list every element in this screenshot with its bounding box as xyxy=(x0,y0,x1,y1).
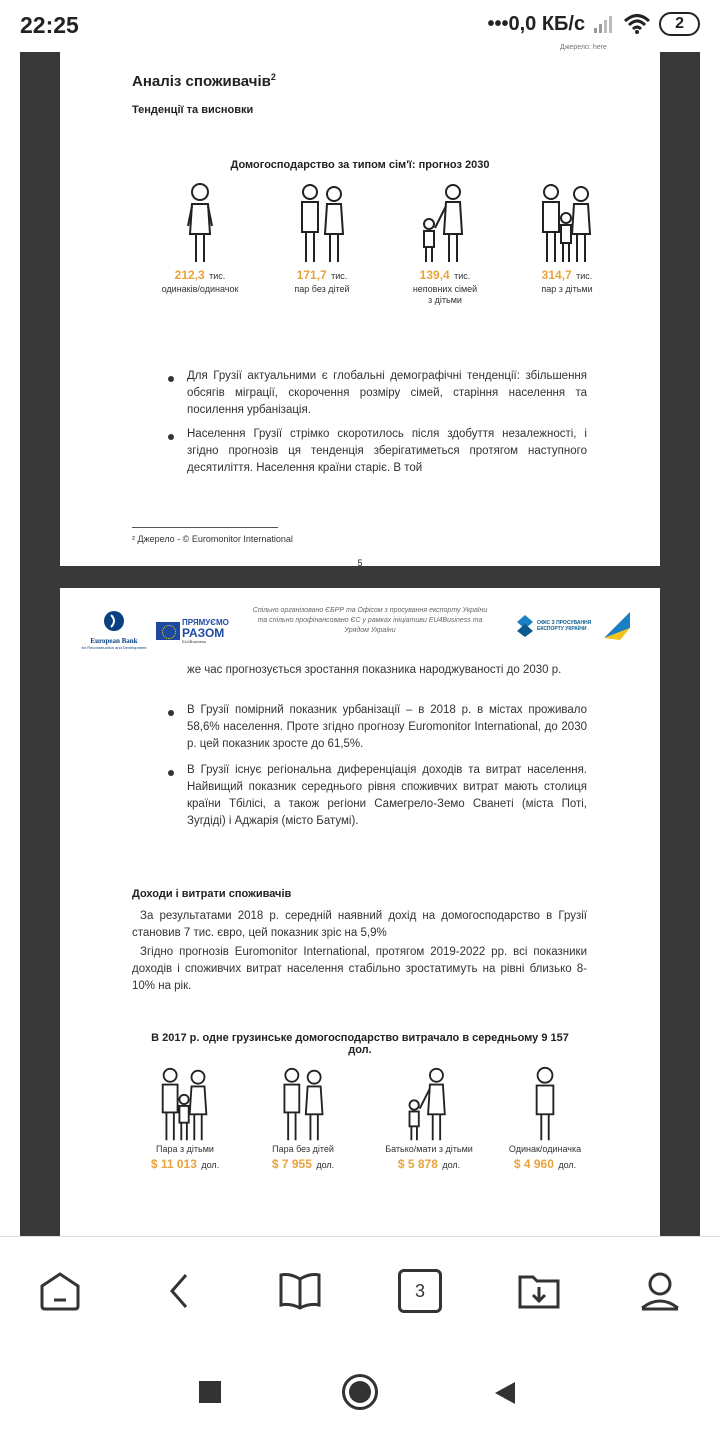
battery-indicator: 2 xyxy=(659,12,700,36)
bullet-dot xyxy=(168,770,174,776)
back-button[interactable] xyxy=(155,1267,203,1315)
page-subtitle: Тенденції та висновки xyxy=(132,104,254,116)
eu-logo-bottom: РАЗОМ xyxy=(182,626,225,640)
system-navigation-bar xyxy=(0,1344,720,1440)
bullet-text: В Грузії помірний показник урбанізації – в 2018 р. в містах проживало 58,6% населення. Проте згідно прогнозу Euromonitor International, до 2030 р. цей показник зросте до 61,5%. xyxy=(187,704,587,750)
figure-value: $ 7 955 xyxy=(271,1157,312,1171)
figure-unit: дол. xyxy=(201,1160,220,1170)
chart-title: Домогосподарство за типом сім'ї: прогноз 2030 xyxy=(230,159,490,171)
header-note: Спільно організовано ЄБРР та Офісом з просування експорту України та спільно профінансовано ЄС у рамках ініціативи EU4Business та Урядом України xyxy=(252,607,488,634)
profile-icon xyxy=(638,1270,682,1312)
bullet-text: Населення Грузії стрімко скоротилось після здобуття незалежності, і згідно прогнозів ця тенденція зберігатиметься протягом наступного десятиліття. Населення країни старіє. В той xyxy=(187,428,587,474)
couple-icon xyxy=(292,182,352,266)
network-speed: •••0,0 КБ/с xyxy=(487,12,586,35)
figure-unit: тис. xyxy=(576,271,593,281)
signal-icon xyxy=(593,14,615,34)
figure-label: пар без дітей xyxy=(294,284,350,294)
figure-label: Пара з дітьми xyxy=(156,1144,214,1154)
book-icon xyxy=(278,1271,322,1311)
bottom-toolbar xyxy=(0,1236,720,1345)
figure-label: Батько/мати з дітьми xyxy=(385,1144,473,1154)
home-circle-icon xyxy=(349,1381,371,1403)
bullet-dot xyxy=(168,376,174,382)
document-viewer[interactable] xyxy=(0,44,720,1236)
continuation-text: же час прогнозується зростання показника народжуваності до 2030 р. xyxy=(187,664,562,676)
footnote-divider xyxy=(132,527,278,528)
pdf-page-6 xyxy=(60,588,660,1248)
pages-badge: 3 xyxy=(398,1269,442,1313)
figure-value: $ 11 013 xyxy=(150,1157,197,1171)
figure-label: Пара без дітей xyxy=(272,1144,334,1154)
pdf-page-5 xyxy=(60,42,660,566)
bullet-text: Для Грузії актуальними є глобальні демографічні тенденції: збільшення обсягів міграції, скорочення розміру сімей, старіння населення та посилення урбанізація. xyxy=(187,370,587,416)
corner-snippet: Джерело: here xyxy=(560,44,607,51)
ukraine-emblem-icon xyxy=(600,608,634,644)
figure-label: неповних сімей з дітьми xyxy=(412,284,478,305)
wifi-icon xyxy=(623,13,651,35)
man-icon xyxy=(525,1066,565,1144)
couple-icon xyxy=(273,1066,333,1144)
figure-value: 139,4 xyxy=(419,268,450,282)
figure-value: $ 5 878 xyxy=(397,1157,438,1171)
download-button[interactable] xyxy=(515,1267,563,1315)
figure-unit: тис. xyxy=(209,271,226,281)
page-title-sup: 2 xyxy=(270,72,276,82)
recents-button[interactable] xyxy=(199,1381,221,1403)
footnote: ² Джерело - © Euromonitor International xyxy=(132,534,293,544)
system-back-button[interactable] xyxy=(493,1380,517,1406)
ebrd-sub: for Reconstruction and Development xyxy=(81,645,147,650)
profile-button[interactable] xyxy=(636,1267,684,1315)
home-button[interactable] xyxy=(36,1267,84,1315)
export-office-logo xyxy=(516,614,609,638)
system-home-button[interactable] xyxy=(342,1374,378,1410)
figure-label: Одинак/одиначка xyxy=(508,1144,582,1154)
status-time: 22:25 xyxy=(20,12,79,38)
page-title-text: Аналіз споживачів xyxy=(132,73,271,90)
export-office-name: ОФІС З ПРОСУВАННЯ ЕКСПОРТУ УКРАЇНИ xyxy=(537,620,592,632)
ebrd-icon xyxy=(103,610,125,632)
back-icon xyxy=(164,1271,194,1311)
figure-single xyxy=(470,1066,620,1173)
figure-value: $ 4 960 xyxy=(513,1157,554,1171)
ebrd-logo xyxy=(74,610,154,650)
figure-unit: тис. xyxy=(331,271,348,281)
figure-label: одинаків/одиначок xyxy=(161,284,239,294)
ebrd-name: European Bank xyxy=(90,637,138,645)
eu-logo xyxy=(156,618,229,644)
figure-unit: тис. xyxy=(454,271,471,281)
eu-logo-small: EU4Business xyxy=(182,639,207,644)
bullet-dot xyxy=(168,434,174,440)
paragraph: Згідно прогнозів Euromonitor International, протягом 2019-2022 рр. всі показники доходів і споживчих витрат населення стабільно зростатимуть на рівні близько 8-10% на рік. xyxy=(132,946,587,992)
bullet-text: В Грузії існує регіональна диференціація доходів та витрат населення. Найвищий показник середнього рівня споживчих витрат мають столиця країни Тбілісі, а також регіони Самегрело-Земо Сванеті (міста Поті, Зугдіді) і Аджарія (місто Батумі). xyxy=(187,764,587,827)
bullet-dot xyxy=(168,710,174,716)
paragraph: За результатами 2018 р. середній наявний дохід на домогосподарство в Грузії становив 7 тис. євро, цей показник зріс на 5,9% xyxy=(132,910,587,939)
figure-family xyxy=(492,182,642,295)
section-title: Доходи і витрати споживачів xyxy=(132,888,292,900)
woman-icon xyxy=(180,182,220,266)
figure-value: 212,3 xyxy=(174,268,205,282)
header-logos xyxy=(60,588,660,658)
parent-child-icon xyxy=(415,182,475,266)
family-icon xyxy=(537,182,597,266)
status-right xyxy=(487,12,700,36)
figure-unit: дол. xyxy=(316,1160,335,1170)
export-office-icon xyxy=(516,614,534,638)
figure-label: пар з дітьми xyxy=(541,284,593,294)
chart-title: В 2017 р. одне грузинське домогосподарство витрачало в середньому 9 157 дол. xyxy=(151,1032,569,1056)
figure-unit: дол. xyxy=(442,1160,461,1170)
eu-flag-icon xyxy=(156,622,180,640)
download-icon xyxy=(517,1271,561,1311)
figure-value: 171,7 xyxy=(296,268,327,282)
figure-value: 314,7 xyxy=(541,268,572,282)
pages-button[interactable] xyxy=(396,1267,444,1315)
page-number: 5 xyxy=(357,558,363,568)
family-icon xyxy=(155,1066,215,1144)
eu-logo-top: ПРЯМУЄМО xyxy=(182,618,229,627)
reading-mode-button[interactable] xyxy=(276,1267,324,1315)
parent-child-icon xyxy=(399,1066,459,1144)
home-icon xyxy=(38,1270,82,1312)
page-title xyxy=(132,72,276,90)
figure-unit: дол. xyxy=(558,1160,577,1170)
